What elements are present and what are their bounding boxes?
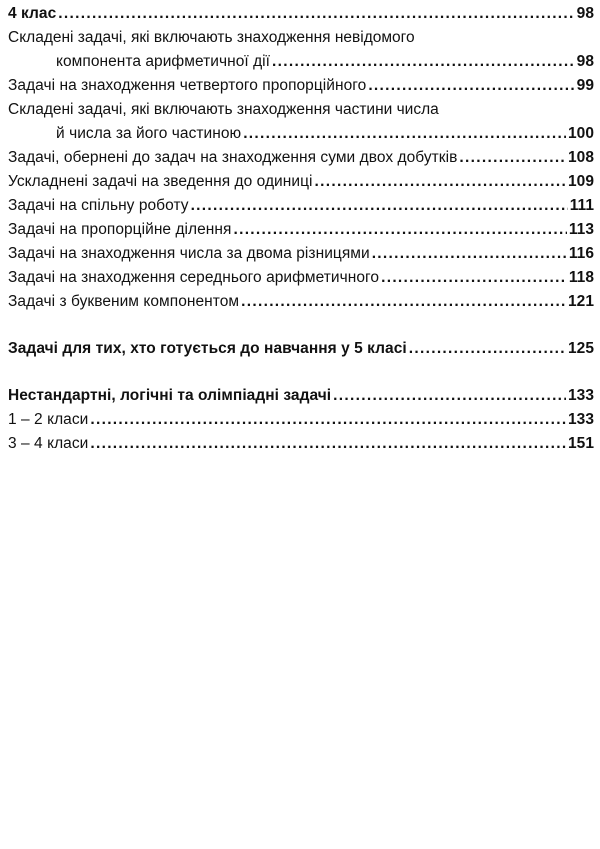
toc-entry-part-of-number[interactable] — [8, 98, 594, 146]
section-gap — [8, 361, 594, 384]
toc-entry-title: Задачі, обернені до задач на знаходження суми двох добутків — [8, 149, 458, 166]
toc-entry-title-line1: Складені задачі, які включають знаходження невідомого — [8, 29, 415, 46]
table-of-contents — [8, 2, 594, 456]
toc-entry-page: 133 — [567, 387, 594, 404]
dot-leader — [459, 146, 566, 170]
dot-leader — [272, 50, 575, 74]
dot-leader — [381, 266, 567, 290]
section-gap — [8, 314, 594, 337]
toc-entry-title: Задачі на пропорційне ділення — [8, 221, 232, 238]
toc-entry-unknown-component[interactable] — [8, 26, 594, 74]
dot-leader — [90, 432, 566, 456]
toc-entry-page: 151 — [567, 435, 594, 452]
toc-entry-page: 98 — [576, 5, 594, 22]
toc-entry-reduction-to-unit[interactable] — [8, 170, 594, 194]
toc-entry-title: 3 – 4 класи — [8, 435, 89, 452]
dot-leader — [191, 194, 568, 218]
dot-leader — [233, 218, 566, 242]
toc-entry-two-differences[interactable] — [8, 242, 594, 266]
toc-entry-arithmetic-mean[interactable] — [8, 266, 594, 290]
dot-leader — [333, 384, 566, 408]
toc-entry-title-line2: компонента арифметичної дії — [56, 53, 271, 70]
toc-entry-title: Задачі для тих, хто готується до навчання у 5 класі — [8, 340, 407, 357]
toc-entry-page: 116 — [568, 245, 594, 262]
toc-entry-grade-4[interactable] — [8, 2, 594, 26]
toc-entry-title: Нестандартні, логічні та олімпіадні задачі — [8, 387, 332, 404]
toc-entry-letter-component[interactable] — [8, 290, 594, 314]
toc-entry-proportional-division[interactable] — [8, 218, 594, 242]
toc-entry-page: 99 — [576, 77, 594, 94]
toc-entry-inverse-sum-products[interactable] — [8, 146, 594, 170]
toc-entry-title: Ускладнені задачі на зведення до одиниці — [8, 173, 313, 190]
toc-entry-page: 113 — [568, 221, 594, 238]
dot-leader — [58, 2, 574, 26]
dot-leader — [368, 74, 574, 98]
toc-entry-page: 98 — [576, 53, 594, 70]
dot-leader — [372, 242, 567, 266]
toc-entry-grades-3-4[interactable] — [8, 432, 594, 456]
toc-entry-title: Задачі на спільну роботу — [8, 197, 189, 214]
toc-entry-title: Задачі на знаходження числа за двома різницями — [8, 245, 370, 262]
toc-entry-title: Задачі на знаходження середнього арифметичного — [8, 269, 380, 286]
toc-entry-page: 108 — [567, 149, 594, 166]
dot-leader — [243, 122, 566, 146]
dot-leader — [315, 170, 566, 194]
toc-entry-page: 109 — [567, 173, 594, 190]
toc-entry-page: 125 — [567, 340, 594, 357]
toc-entry-page: 121 — [567, 293, 594, 310]
dot-leader — [90, 408, 566, 432]
toc-entry-title: 4 клас — [8, 5, 57, 22]
toc-entry-page: 118 — [568, 269, 594, 286]
dot-leader — [241, 290, 566, 314]
toc-entry-grades-1-2[interactable] — [8, 408, 594, 432]
toc-entry-page: 111 — [569, 197, 594, 214]
toc-entry-grade5-prep[interactable] — [8, 337, 594, 361]
toc-entry-title-line1: Складені задачі, які включають знаходження частини числа — [8, 101, 439, 118]
toc-entry-title: Задачі на знаходження четвертого пропорційного — [8, 77, 367, 94]
toc-entry-title-line2: й числа за його частиною — [56, 125, 242, 142]
toc-entry-fourth-proportional[interactable] — [8, 74, 594, 98]
toc-entry-page: 100 — [567, 125, 594, 142]
toc-entry-page: 133 — [567, 411, 594, 428]
toc-entry-olympiad[interactable] — [8, 384, 594, 408]
toc-entry-title: 1 – 2 класи — [8, 411, 89, 428]
toc-entry-joint-work[interactable] — [8, 194, 594, 218]
toc-entry-title: Задачі з буквеним компонентом — [8, 293, 240, 310]
dot-leader — [409, 337, 566, 361]
